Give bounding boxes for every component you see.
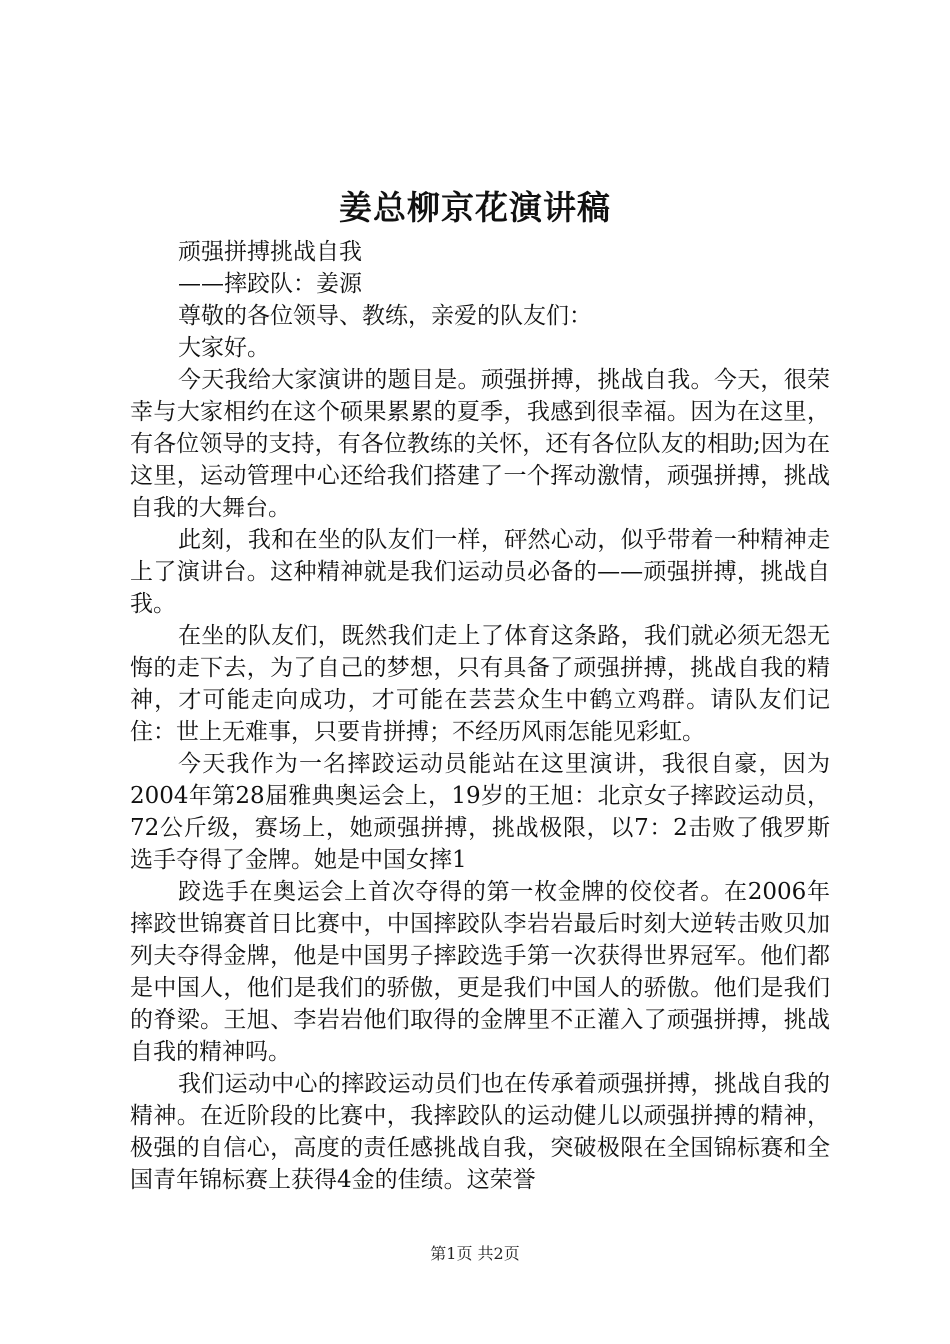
paragraph-5: 跤选手在奥运会上首次夺得的第一枚金牌的佼佼者。在2006年摔跤世锦赛首日比赛中，中国摔跤队李岩岩最后时刻大逆转击败贝加列夫夺得金牌，他是中国男子摔跤选手第一次获得世界冠军。他们都是中国人，他们是我们的骄傲，更是我们中国人的骄傲。他们是我们的脊梁。王旭、李岩岩他们取得的金牌里不正灌入了顽强拼搏，挑战自我的精神吗。 [130, 879, 830, 1065]
paragraph-3: 在坐的队友们，既然我们走上了体育这条路，我们就必须无怨无悔的走下去，为了自己的梦想，只有具备了顽强拼搏，挑战自我的精神，才可能走向成功，才可能在芸芸众生中鹤立鸡群。请队友们记住：世上无难事，只要肯拼搏；不经历风雨怎能见彩虹。 [130, 623, 830, 745]
document-body [130, 236, 830, 1196]
greeting: 大家好。 [178, 335, 270, 361]
paragraph-1: 今天我给大家演讲的题目是。顽强拼搏，挑战自我。今天，很荣幸与大家相约在这个硕果累累的夏季，我感到很幸福。因为在这里，有各位领导的支持，有各位教练的关怀，还有各位队友的相助;因为在这里，运动管理中心还给我们搭建了一个挥动激情，顽强拼搏，挑战自我的大舞台。 [130, 367, 830, 521]
speech-heading: 顽强拼搏挑战自我 [178, 239, 362, 265]
paragraph-6: 我们运动中心的摔跤运动员们也在传承着顽强拼搏，挑战自我的精神。在近阶段的比赛中，我摔跤队的运动健儿以顽强拼搏的精神，极强的自信心，高度的责任感挑战自我，突破极限在全国锦标赛和全国青年锦标赛上获得4金的佳绩。这荣誉 [130, 1071, 830, 1193]
page-number-footer: 第1页 共2页 [430, 1244, 520, 1263]
paragraph-4: 今天我作为一名摔跤运动员能站在这里演讲，我很自豪，因为2004年第28届雅典奥运会上，19岁的王旭：北京女子摔跤运动员，72公斤级，赛场上，她顽强拼搏，挑战极限，以7：2击败了俄罗斯选手夺得了金牌。她是中国女摔1 [130, 751, 830, 873]
document-title: 姜总柳京花演讲稿 [339, 188, 611, 227]
paragraph-2: 此刻，我和在坐的队友们一样，砰然心动，似乎带着一种精神走上了演讲台。这种精神就是我们运动员必备的——顽强拼搏，挑战自我。 [130, 527, 830, 617]
speaker-line: ——摔跤队：姜源 [178, 271, 362, 297]
salutation: 尊敬的各位领导、教练，亲爱的队友们： [178, 303, 592, 329]
